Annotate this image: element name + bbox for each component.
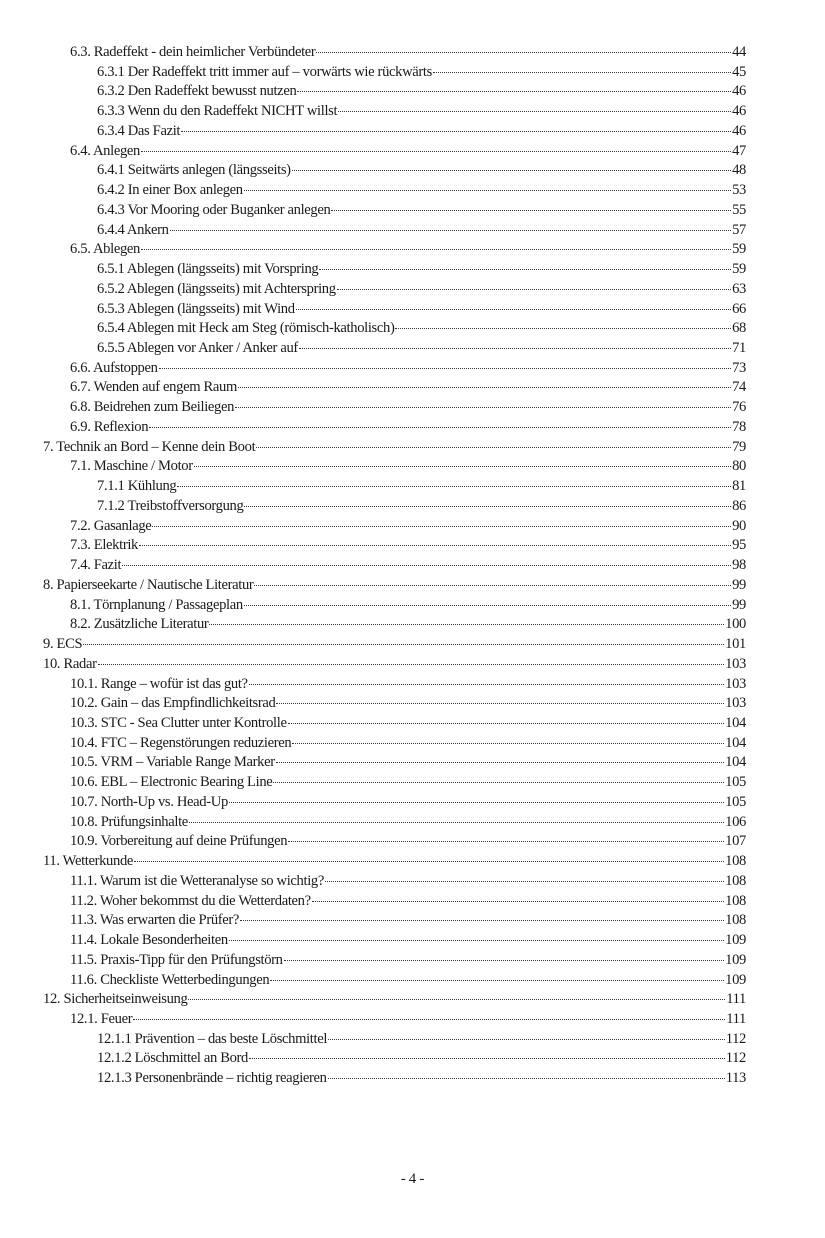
- toc-entry-page: 95: [732, 537, 746, 554]
- dot-leader: [319, 269, 731, 270]
- toc-entry-title: 6.5.3 Ablegen (längsseits) mit Wind: [97, 300, 295, 317]
- toc-entry-page: 105: [725, 774, 746, 791]
- toc-entry-page: 104: [725, 714, 746, 731]
- toc-entry-title: 6.4.1 Seitwärts anlegen (längsseits): [97, 162, 291, 179]
- toc-entry-title: 10.9. Vorbereitung auf deine Prüfungen: [70, 833, 288, 850]
- toc-entry-page: 68: [732, 320, 746, 337]
- toc-chapter-entry[interactable]: [43, 990, 746, 1010]
- table-of-contents: [43, 43, 746, 1089]
- toc-subsection-entry[interactable]: [43, 63, 746, 83]
- toc-entry-page: 100: [725, 616, 746, 633]
- toc-entry-page: 46: [732, 83, 746, 100]
- dot-leader: [229, 802, 724, 803]
- dot-leader: [133, 1019, 725, 1020]
- toc-section-entry[interactable]: [43, 872, 746, 892]
- toc-entry-title: 6.3.2 Den Radeffekt bewusst nutzen: [97, 83, 297, 100]
- dot-leader: [188, 999, 725, 1000]
- toc-subsection-entry[interactable]: [43, 280, 746, 300]
- toc-entry-page: 112: [725, 1030, 746, 1047]
- toc-section-entry[interactable]: [43, 556, 746, 576]
- toc-entry-page: 46: [732, 122, 746, 139]
- toc-entry-page: 98: [732, 557, 746, 574]
- toc-entry-page: 47: [732, 142, 746, 159]
- dot-leader: [328, 1078, 725, 1079]
- toc-section-entry[interactable]: [43, 359, 746, 379]
- dot-leader: [297, 91, 731, 92]
- toc-entry-title: 11.2. Woher bekommst du die Wetterdaten?: [70, 892, 311, 909]
- toc-entry-page: 107: [725, 833, 746, 850]
- toc-subsection-entry[interactable]: [43, 260, 746, 280]
- toc-chapter-entry[interactable]: [43, 655, 746, 675]
- toc-section-entry[interactable]: [43, 517, 746, 537]
- toc-entry-title: 6.4.3 Vor Mooring oder Buganker anlegen: [97, 201, 331, 218]
- toc-entry-page: 108: [725, 872, 746, 889]
- dot-leader: [159, 368, 732, 369]
- toc-subsection-entry[interactable]: [43, 102, 746, 122]
- toc-subsection-entry[interactable]: [43, 1030, 746, 1050]
- toc-entry-page: 109: [725, 932, 746, 949]
- toc-section-entry[interactable]: [43, 675, 746, 695]
- toc-section-entry[interactable]: [43, 832, 746, 852]
- toc-entry-page: 55: [732, 201, 746, 218]
- dot-leader: [244, 605, 731, 606]
- dot-leader: [292, 170, 731, 171]
- toc-entry-title: 8.1. Törnplanung / Passageplan: [70, 596, 243, 613]
- toc-entry-title: 6.3.4 Das Fazit: [97, 122, 181, 139]
- dot-leader: [240, 920, 724, 921]
- toc-entry-page: 48: [732, 162, 746, 179]
- dot-leader: [249, 684, 724, 685]
- toc-entry-page: 103: [725, 675, 746, 692]
- dot-leader: [244, 190, 731, 191]
- toc-entry-title: 6.4. Anlegen: [70, 142, 140, 159]
- toc-section-entry[interactable]: [43, 734, 746, 754]
- toc-entry-title: 6.5. Ablegen: [70, 241, 140, 258]
- toc-section-entry[interactable]: [43, 378, 746, 398]
- dot-leader: [288, 723, 725, 724]
- toc-subsection-entry[interactable]: [43, 319, 746, 339]
- toc-section-entry[interactable]: [43, 971, 746, 991]
- toc-entry-page: 86: [732, 497, 746, 514]
- toc-entry-title: 8.2. Zusätzliche Literatur: [70, 616, 209, 633]
- toc-entry-page: 106: [725, 813, 746, 830]
- toc-entry-title: 6.5.4 Ablegen mit Heck am Steg (römisch-katholisch): [97, 320, 395, 337]
- toc-entry-page: 46: [732, 103, 746, 120]
- toc-entry-page: 76: [732, 399, 746, 416]
- toc-entry-page: 108: [725, 892, 746, 909]
- toc-subsection-entry[interactable]: [43, 201, 746, 221]
- toc-entry-page: 57: [732, 221, 746, 238]
- toc-subsection-entry[interactable]: [43, 300, 746, 320]
- toc-section-entry[interactable]: [43, 43, 746, 63]
- toc-entry-page: 111: [726, 991, 746, 1008]
- dot-leader: [170, 230, 731, 231]
- toc-section-entry[interactable]: [43, 773, 746, 793]
- toc-subsection-entry[interactable]: [43, 339, 746, 359]
- toc-section-entry[interactable]: [43, 615, 746, 635]
- toc-entry-page: 73: [732, 359, 746, 376]
- dot-leader: [152, 526, 731, 527]
- toc-section-entry[interactable]: [43, 596, 746, 616]
- toc-section-entry[interactable]: [43, 813, 746, 833]
- toc-chapter-entry[interactable]: [43, 635, 746, 655]
- toc-subsection-entry[interactable]: [43, 1069, 746, 1089]
- dot-leader: [312, 901, 724, 902]
- toc-entry-title: 6.3. Radeffekt - dein heimlicher Verbündeter: [70, 44, 316, 60]
- toc-section-entry[interactable]: [43, 398, 746, 418]
- dot-leader: [141, 151, 731, 152]
- toc-entry-page: 103: [725, 655, 746, 672]
- dot-leader: [235, 407, 731, 408]
- dot-leader: [209, 624, 724, 625]
- toc-subsection-entry[interactable]: [43, 161, 746, 181]
- toc-chapter-entry[interactable]: [43, 576, 746, 596]
- toc-entry-title: 12.1. Feuer: [70, 1010, 133, 1027]
- dot-leader: [288, 841, 724, 842]
- toc-subsection-entry[interactable]: [43, 497, 746, 517]
- toc-section-entry[interactable]: [43, 911, 746, 931]
- dot-leader: [433, 72, 731, 73]
- dot-leader: [134, 861, 724, 862]
- toc-section-entry[interactable]: [43, 240, 746, 260]
- toc-entry-title: 10.4. FTC – Regenstörungen reduzieren: [70, 734, 292, 751]
- toc-section-entry[interactable]: [43, 951, 746, 971]
- dot-leader: [122, 565, 731, 566]
- toc-section-entry[interactable]: [43, 892, 746, 912]
- dot-leader: [270, 980, 724, 981]
- toc-entry-page: 104: [725, 754, 746, 771]
- toc-section-entry[interactable]: [43, 714, 746, 734]
- dot-leader: [229, 940, 724, 941]
- dot-leader: [325, 881, 724, 882]
- toc-entry-page: 111: [726, 1010, 746, 1027]
- toc-entry-page: 79: [732, 438, 746, 455]
- dot-leader: [316, 52, 731, 53]
- toc-entry-page: 113: [725, 1070, 746, 1087]
- toc-entry-title: 6.5.2 Ablegen (längsseits) mit Achterspring: [97, 280, 336, 297]
- toc-chapter-entry[interactable]: [43, 438, 746, 458]
- dot-leader: [328, 1039, 725, 1040]
- toc-entry-page: 45: [732, 63, 746, 80]
- toc-entry-title: 10.5. VRM – Variable Range Marker: [70, 754, 275, 771]
- toc-entry-page: 90: [732, 517, 746, 534]
- dot-leader: [194, 466, 731, 467]
- toc-subsection-entry[interactable]: [43, 1049, 746, 1069]
- toc-entry-title: 10. Radar: [43, 655, 97, 672]
- toc-subsection-entry[interactable]: [43, 221, 746, 241]
- toc-entry-page: 59: [732, 241, 746, 258]
- toc-entry-title: 7.1. Maschine / Motor: [70, 458, 193, 475]
- toc-entry-title: 6.9. Reflexion: [70, 418, 149, 435]
- dot-leader: [149, 427, 731, 428]
- dot-leader: [141, 249, 731, 250]
- page-number: - 4 -: [400, 1171, 425, 1187]
- toc-entry-page: 99: [732, 576, 746, 593]
- toc-entry-title: 11.6. Checkliste Wetterbedingungen: [70, 971, 270, 988]
- toc-entry-title: 7.1.1 Kühlung: [97, 478, 177, 495]
- toc-subsection-entry[interactable]: [43, 122, 746, 142]
- dot-leader: [238, 387, 731, 388]
- toc-entry-page: 103: [725, 695, 746, 712]
- toc-entry-title: 7.2. Gasanlage: [70, 517, 152, 534]
- toc-entry-page: 44: [732, 44, 746, 60]
- dot-leader: [254, 585, 731, 586]
- toc-entry-title: 6.5.1 Ablegen (längsseits) mit Vorspring: [97, 261, 319, 278]
- toc-entry-page: 74: [732, 379, 746, 396]
- toc-entry-title: 6.4.2 In einer Box anlegen: [97, 182, 243, 199]
- toc-subsection-entry[interactable]: [43, 477, 746, 497]
- toc-entry-title: 11.1. Warum ist die Wetteranalyse so wichtig?: [70, 872, 324, 889]
- toc-section-entry[interactable]: [43, 142, 746, 162]
- toc-entry-title: 10.1. Range – wofür ist das gut?: [70, 675, 248, 692]
- toc-section-entry[interactable]: [43, 753, 746, 773]
- dot-leader: [338, 111, 731, 112]
- toc-entry-title: 12. Sicherheitseinweisung: [43, 991, 188, 1008]
- toc-entry-title: 10.7. North-Up vs. Head-Up: [70, 793, 228, 810]
- dot-leader: [244, 506, 731, 507]
- toc-entry-page: 108: [725, 853, 746, 870]
- dot-leader: [139, 545, 731, 546]
- toc-entry-page: 108: [725, 912, 746, 929]
- toc-entry-title: 6.7. Wenden auf engem Raum: [70, 379, 237, 396]
- toc-entry-page: 63: [732, 280, 746, 297]
- toc-entry-title: 11.5. Praxis-Tipp für den Prüfungstörn: [70, 951, 283, 968]
- toc-entry-title: 10.3. STC - Sea Clutter unter Kontrolle: [70, 714, 287, 731]
- toc-entry-page: 71: [732, 340, 746, 357]
- toc-entry-title: 6.3.3 Wenn du den Radeffekt NICHT willst: [97, 103, 338, 120]
- dot-leader: [83, 644, 724, 645]
- dot-leader: [296, 309, 731, 310]
- toc-entry-title: 8. Papierseekarte / Nautische Literatur: [43, 576, 254, 593]
- toc-subsection-entry[interactable]: [43, 82, 746, 102]
- toc-entry-page: 81: [732, 478, 746, 495]
- dot-leader: [337, 289, 731, 290]
- dot-leader: [331, 210, 731, 211]
- toc-chapter-entry[interactable]: [43, 852, 746, 872]
- toc-entry-page: 104: [725, 734, 746, 751]
- dot-leader: [189, 822, 724, 823]
- toc-entry-title: 7. Technik an Bord – Kenne dein Boot: [43, 438, 256, 455]
- toc-entry-page: 109: [725, 971, 746, 988]
- dot-leader: [256, 447, 731, 448]
- toc-entry-title: 7.1.2 Treibstoffversorgung: [97, 497, 244, 514]
- toc-entry-title: 11.3. Was erwarten die Prüfer?: [70, 912, 240, 929]
- toc-subsection-entry[interactable]: [43, 181, 746, 201]
- toc-section-entry[interactable]: [43, 931, 746, 951]
- toc-section-entry[interactable]: [43, 418, 746, 438]
- dot-leader: [276, 762, 724, 763]
- toc-entry-title: 11. Wetterkunde: [43, 853, 134, 870]
- dot-leader: [98, 664, 725, 665]
- toc-entry-page: 80: [732, 458, 746, 475]
- toc-entry-title: 12.1.3 Personenbrände – richtig reagieren: [97, 1070, 327, 1087]
- toc-entry-title: 12.1.1 Prävention – das beste Löschmittel: [97, 1030, 328, 1047]
- toc-section-entry[interactable]: [43, 457, 746, 477]
- dot-leader: [395, 328, 731, 329]
- dot-leader: [273, 782, 724, 783]
- toc-entry-title: 10.2. Gain – das Empfindlichkeitsrad: [70, 695, 276, 712]
- toc-entry-title: 7.4. Fazit: [70, 557, 122, 574]
- toc-entry-page: 66: [732, 300, 746, 317]
- toc-entry-title: 6.5.5 Ablegen vor Anker / Anker auf: [97, 340, 298, 357]
- toc-entry-page: 101: [725, 636, 746, 653]
- toc-entry-title: 7.3. Elektrik: [70, 537, 138, 554]
- toc-section-entry[interactable]: [43, 793, 746, 813]
- toc-entry-page: 59: [732, 261, 746, 278]
- toc-entry-title: 12.1.2 Löschmittel an Bord: [97, 1050, 249, 1067]
- toc-entry-title: 10.8. Prüfungsinhalte: [70, 813, 188, 830]
- toc-section-entry[interactable]: [43, 1010, 746, 1030]
- dot-leader: [249, 1058, 725, 1059]
- dot-leader: [177, 486, 731, 487]
- toc-entry-title: 11.4. Lokale Besonderheiten: [70, 932, 228, 949]
- toc-entry-title: 6.6. Aufstoppen: [70, 359, 158, 376]
- toc-entry-title: 10.6. EBL – Electronic Bearing Line: [70, 774, 273, 791]
- toc-entry-page: 109: [725, 951, 746, 968]
- toc-entry-title: 9. ECS: [43, 636, 83, 653]
- toc-entry-title: 6.3.1 Der Radeffekt tritt immer auf – vorwärts wie rückwärts: [97, 63, 432, 80]
- toc-entry-page: 112: [725, 1050, 746, 1067]
- toc-entry-title: 6.8. Beidrehen zum Beiliegen: [70, 399, 235, 416]
- toc-entry-page: 99: [732, 596, 746, 613]
- toc-entry-page: 105: [725, 793, 746, 810]
- dot-leader: [284, 960, 725, 961]
- toc-section-entry[interactable]: [43, 694, 746, 714]
- dot-leader: [292, 743, 724, 744]
- dot-leader: [299, 348, 731, 349]
- toc-entry-page: 53: [732, 182, 746, 199]
- toc-section-entry[interactable]: [43, 536, 746, 556]
- toc-entry-page: 78: [732, 418, 746, 435]
- dot-leader: [276, 703, 724, 704]
- toc-entry-title: 6.4.4 Ankern: [97, 221, 169, 238]
- dot-leader: [181, 131, 731, 132]
